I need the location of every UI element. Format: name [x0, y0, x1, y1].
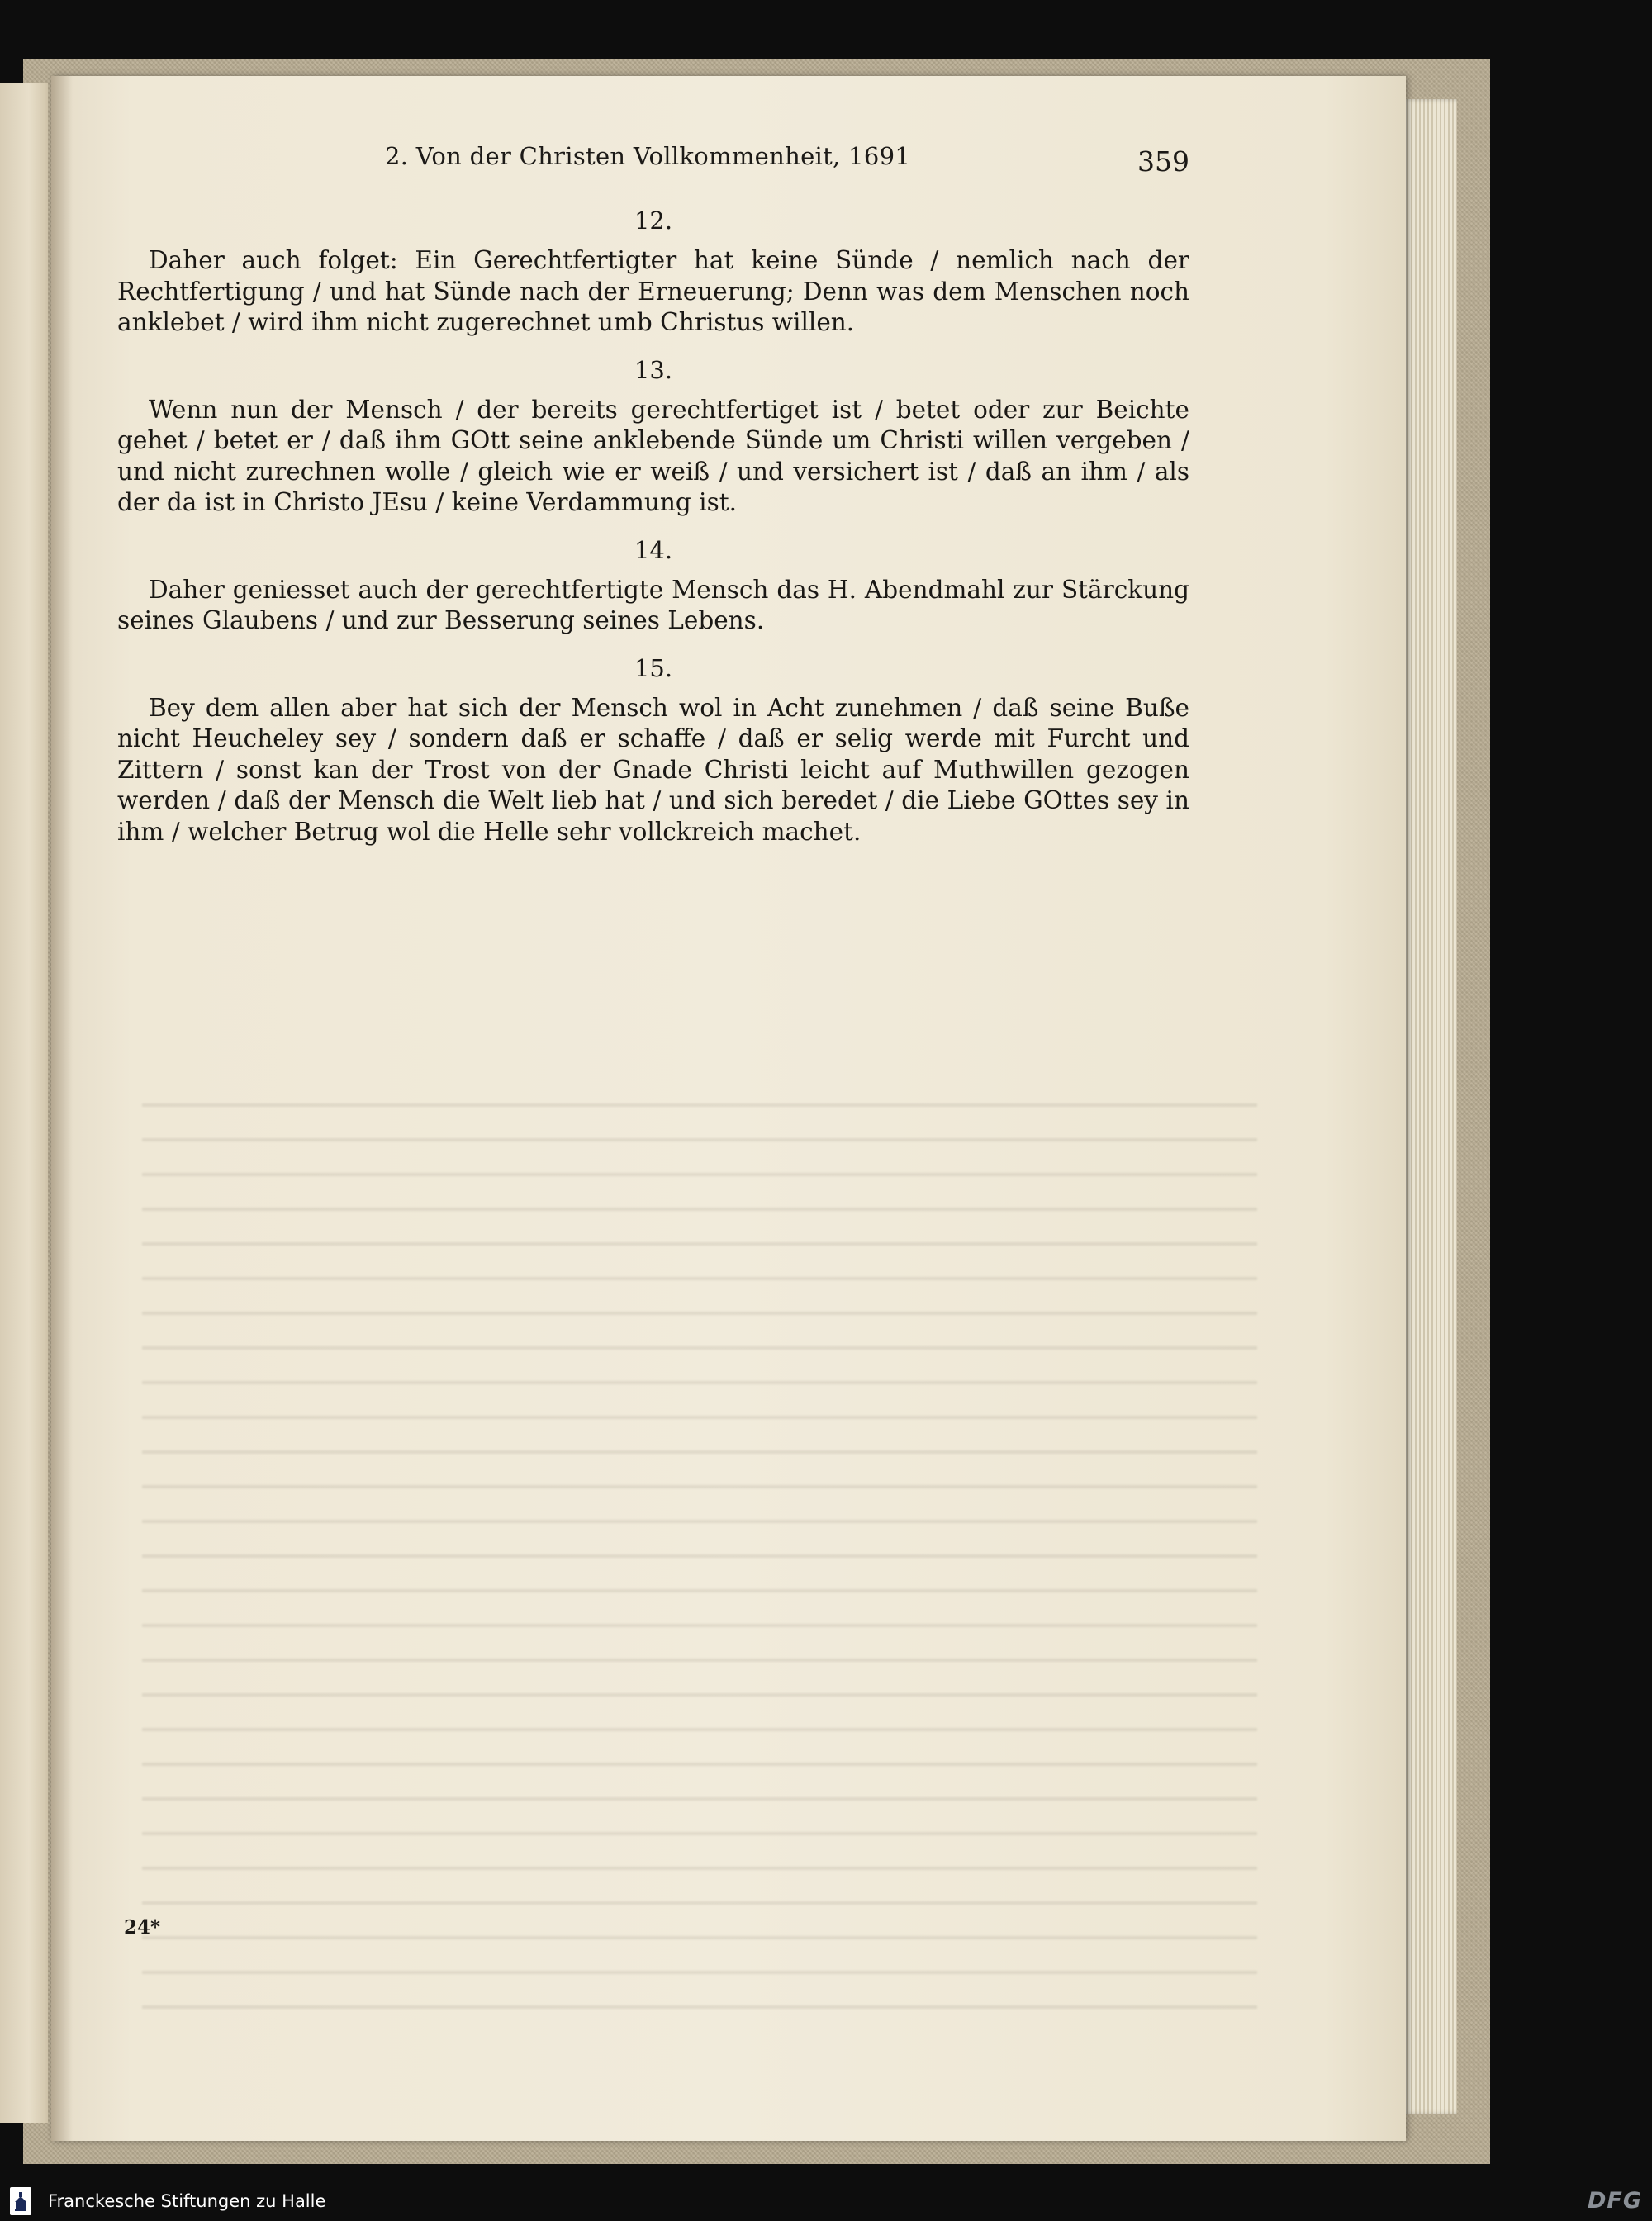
- section-12: [117, 202, 1189, 339]
- logo-glyph: [13, 2190, 28, 2212]
- section-number: 15.: [634, 653, 673, 682]
- francke-foundation-logo-icon[interactable]: [10, 2187, 31, 2215]
- section-15: [117, 650, 1189, 848]
- section-paragraph: Daher geniesset auch der gerechtfertigte Mensch das H. Abendmahl zur Stärckung seines Glaubens / und zur Besserung seines Lebens.: [117, 575, 1189, 634]
- page-number: 359: [1137, 145, 1189, 178]
- gutter-shadow: [51, 76, 73, 2141]
- section-number: 12.: [634, 206, 673, 235]
- page-stack-edge: [1404, 99, 1457, 2114]
- dfg-logo-icon[interactable]: DFG: [1587, 2188, 1642, 2214]
- section-13: [117, 352, 1189, 519]
- running-head: 2. Von der Christen Vollkommenheit, 1691: [385, 142, 911, 170]
- section-paragraph: Wenn nun der Mensch / der bereits gerechtfertiget ist / betet oder zur Beichte gehet / betet er / daß ihm GOtt seine anklebende Sünde um Christi willen vergeben / und nicht zurechnen wolle / gleich wie er weiß / und versichert ist / daß an ihm / als der da ist in Christo JEsu / keine Verdammung ist.: [117, 395, 1189, 516]
- show-through-text: [142, 1100, 1257, 2009]
- institution-name[interactable]: Franckesche Stiftungen zu Halle: [48, 2191, 326, 2211]
- section-number: 14.: [634, 535, 673, 564]
- page-body: [117, 202, 1189, 861]
- section-paragraph: Bey dem allen aber hat sich der Mensch wol in Acht zunehmen / daß seine Buße nicht Heucheley sey / sondern daß er schaffe / daß er selig werde mit Furcht und Zittern / sonst kan der Trost von der Gnade Christi leicht auf Muthwillen gezogen werden / daß der Mensch die Welt lieb hat / und sich beredet / die Liebe GOttes sey in ihm / welcher Betrug wol die Helle sehr vollckreich machet.: [117, 693, 1189, 846]
- section-paragraph: Daher auch folget: Ein Gerechtfertigter hat keine Sünde / nemlich nach der Rechtfertigung / und hat Sünde nach der Erneuerung; Denn was dem Menschen noch anklebet / wird ihm nicht zugerechnet umb Christus willen.: [117, 246, 1189, 336]
- left-page-edge: [0, 83, 48, 2123]
- signature-mark: 24*: [124, 1916, 161, 1939]
- page-header: [116, 142, 1189, 192]
- section-number: 13.: [634, 355, 673, 384]
- section-14: [117, 532, 1189, 637]
- viewer-footer: [0, 2182, 1652, 2221]
